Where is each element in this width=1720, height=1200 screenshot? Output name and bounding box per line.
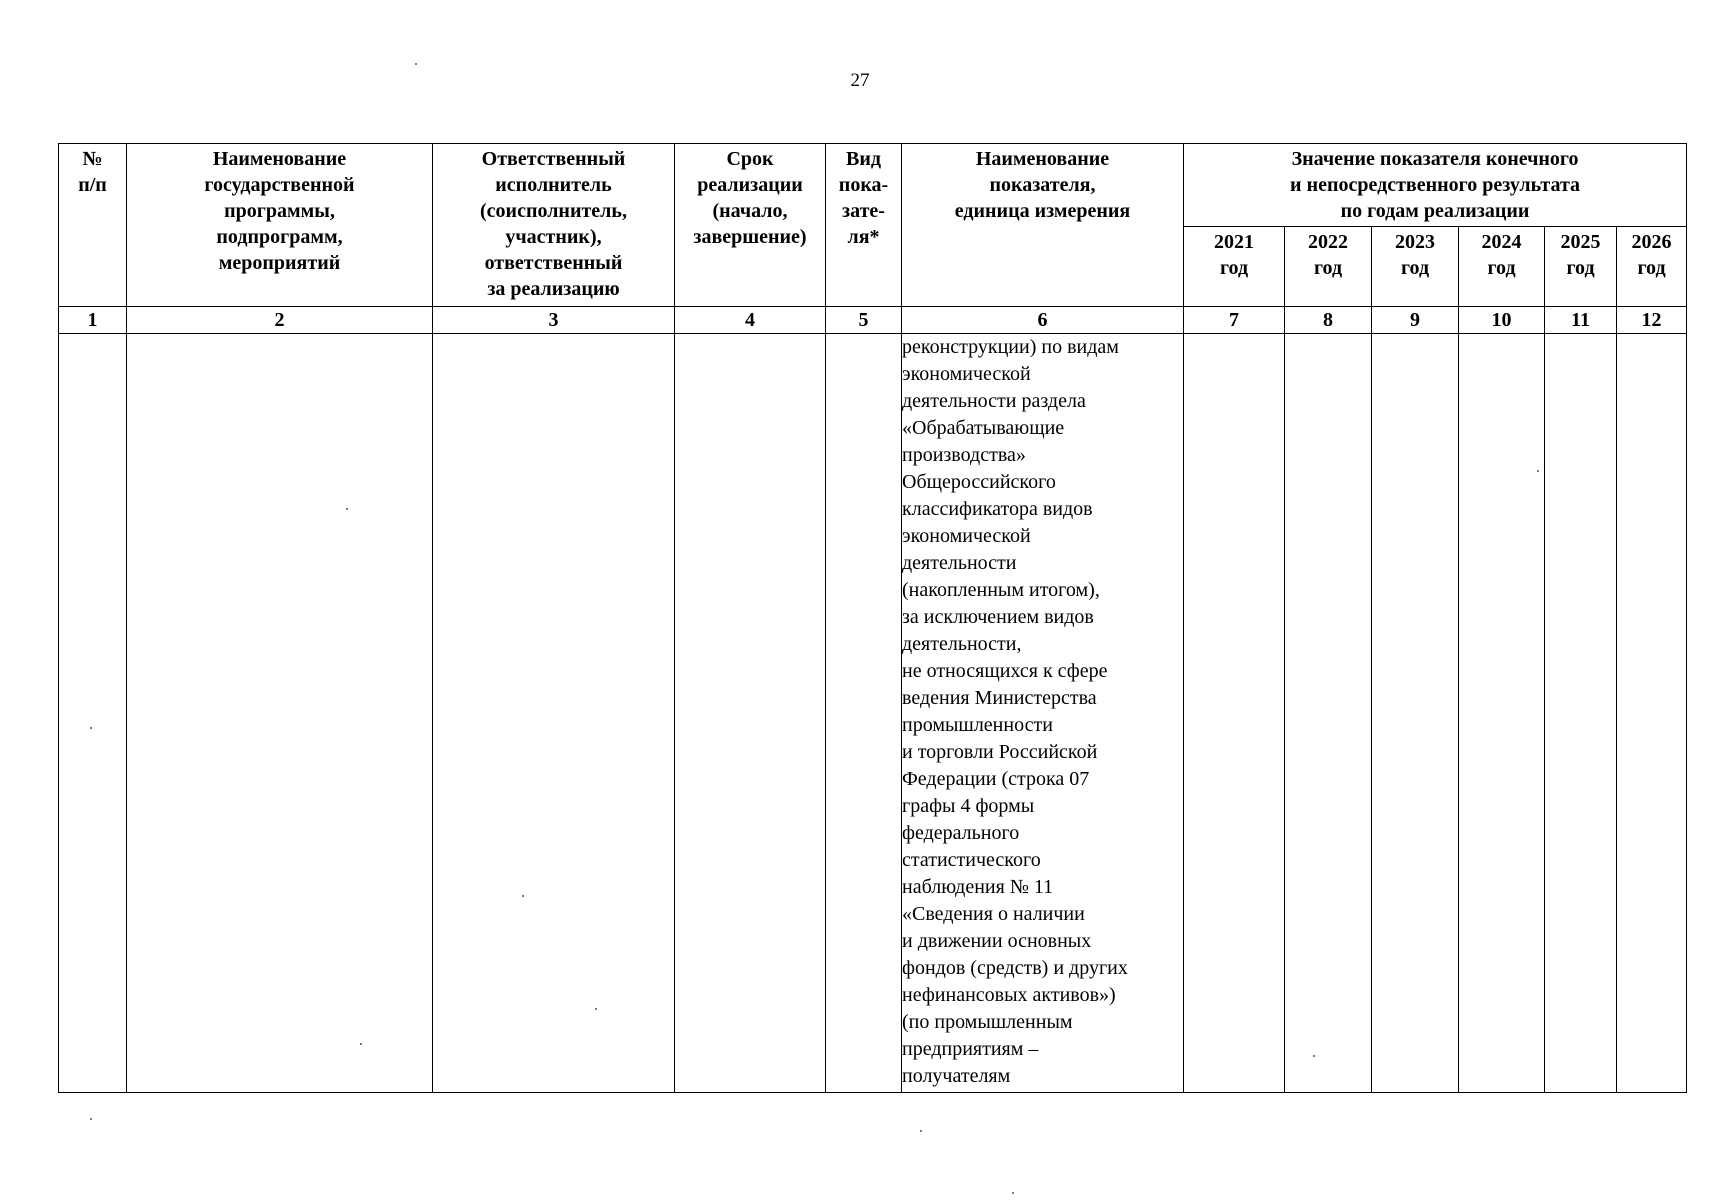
- column-number: 10: [1459, 307, 1545, 334]
- header-year-2021: 2021 год: [1184, 227, 1285, 307]
- scan-speck: [90, 1118, 92, 1120]
- indicator-table: [58, 143, 1687, 1093]
- cell-number: [59, 334, 127, 1093]
- column-number: 1: [59, 307, 127, 334]
- header-number: № п/п: [59, 144, 127, 307]
- cell-value-2025: [1545, 334, 1617, 1093]
- cell-value-2023: [1372, 334, 1459, 1093]
- scan-speck: [1313, 1055, 1315, 1057]
- cell-value-2022: [1285, 334, 1372, 1093]
- scan-speck: [595, 1008, 597, 1010]
- header-year-2024: 2024 год: [1459, 227, 1545, 307]
- scan-speck: [522, 895, 524, 897]
- scan-speck: [346, 508, 348, 510]
- cell-indicator-type: [826, 334, 902, 1093]
- table-row: [59, 334, 1687, 1093]
- column-number: 8: [1285, 307, 1372, 334]
- cell-value-2026: [1617, 334, 1687, 1093]
- column-number: 2: [127, 307, 433, 334]
- scan-speck: [90, 727, 92, 729]
- header-term: Срок реализации (начало, завершение): [675, 144, 826, 307]
- header-year-2022: 2022 год: [1285, 227, 1372, 307]
- header-values-group: Значение показателя конечного и непосредственного результата по годам реализации: [1184, 144, 1687, 227]
- scan-speck: [1537, 470, 1539, 472]
- header-year-2025: 2025 год: [1545, 227, 1617, 307]
- cell-indicator-name: реконструкции) по видам экономической деятельности раздела «Обрабатывающие производства» Общероссийского классификатора видов экономической деятельности (накопленным итогом), за исключением видов деятельности, не относящихся к сфере ведения Министерства промышленности и торговли Российской Федерации (строка 07 графы 4 формы федерального статистического наблюдения № 11 «Сведения о наличии и движении основных фондов (средств) и других нефинансовых активов») (по промышленным предприятиям – получателям: [902, 334, 1184, 1093]
- column-numbers-row: [59, 307, 1687, 334]
- column-number: 3: [433, 307, 675, 334]
- header-indicator-type: Вид пока- зате- ля*: [826, 144, 902, 307]
- scan-speck: [360, 1043, 362, 1045]
- cell-term: [675, 334, 826, 1093]
- column-number: 5: [826, 307, 902, 334]
- column-number: 4: [675, 307, 826, 334]
- column-number: 6: [902, 307, 1184, 334]
- scan-speck: [920, 1130, 922, 1132]
- page-number: 27: [850, 70, 870, 91]
- column-number: 7: [1184, 307, 1285, 334]
- header-program-name: Наименование государственной программы, подпрограмм, мероприятий: [127, 144, 433, 307]
- cell-responsible: [433, 334, 675, 1093]
- column-number: 11: [1545, 307, 1617, 334]
- scan-speck: [415, 63, 417, 65]
- scan-speck: [1012, 1192, 1014, 1194]
- cell-value-2024: [1459, 334, 1545, 1093]
- column-number: 12: [1617, 307, 1687, 334]
- cell-value-2021: [1184, 334, 1285, 1093]
- header-year-2026: 2026 год: [1617, 227, 1687, 307]
- cell-program-name: [127, 334, 433, 1093]
- header-indicator-name: Наименование показателя, единица измерения: [902, 144, 1184, 307]
- header-responsible: Ответственный исполнитель (соисполнитель, участник), ответственный за реализацию: [433, 144, 675, 307]
- column-number: 9: [1372, 307, 1459, 334]
- header-year-2023: 2023 год: [1372, 227, 1459, 307]
